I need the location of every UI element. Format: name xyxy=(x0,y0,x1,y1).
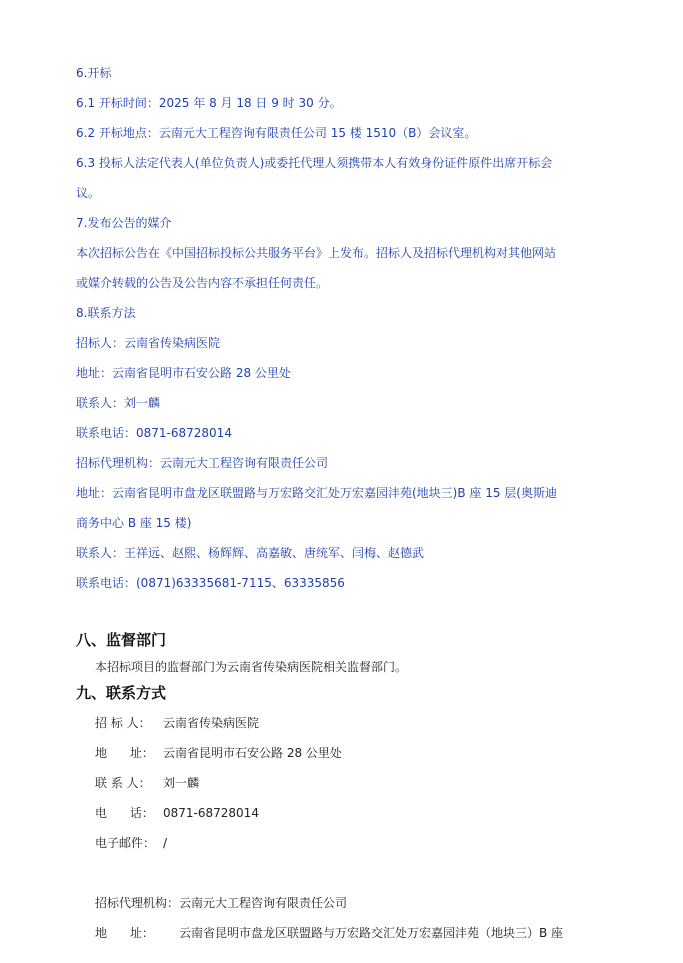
agency-address-line1: 地址：云南省昆明市盘龙区联盟路与万宏路交汇处万宏嘉园沣苑(地块三)B 座 15 层(奥斯迪 xyxy=(76,486,557,500)
contact-row-agency-address xyxy=(95,925,563,941)
agency-value: 云南元大工程咨询有限责任公司 xyxy=(179,896,348,910)
opening-time: 6.1 开标时间：2025 年 8 月 18 日 9 时 30 分。 xyxy=(76,96,342,110)
email-value: / xyxy=(163,836,168,850)
email-label: 电子邮件： xyxy=(95,836,156,850)
agency-address-label: 地 址： xyxy=(95,926,154,940)
address-value: 云南省昆明市石安公路 28 公里处 xyxy=(163,746,342,760)
tenderer-contact: 联系人：刘一麟 xyxy=(76,396,161,410)
section-8-title: 8.联系方法 xyxy=(76,306,136,320)
address-label: 地 址： xyxy=(95,746,154,760)
section-6-title: 6.开标 xyxy=(76,66,112,80)
tenderer-phone: 联系电话：0871-68728014 xyxy=(76,426,232,440)
tenderer-address: 地址：云南省昆明市石安公路 28 公里处 xyxy=(76,366,291,380)
opening-attendance-line2: 议。 xyxy=(76,186,101,200)
contact-row-email xyxy=(95,835,167,851)
contact-heading: 九、联系方式 xyxy=(76,684,167,702)
media-line1: 本次招标公告在《中国招标投标公共服务平台》上发布。招标人及招标代理机构对其他网站 xyxy=(76,246,557,260)
agency: 招标代理机构：云南元大工程咨询有限责任公司 xyxy=(76,456,329,470)
contact-row-phone xyxy=(95,805,259,821)
contact-label: 联 系 人： xyxy=(95,776,151,790)
tenderer: 招标人：云南省传染病医院 xyxy=(76,336,221,350)
agency-address-value: 云南省昆明市盘龙区联盟路与万宏路交汇处万宏嘉园沣苑（地块三）B 座 xyxy=(179,926,564,940)
supervision-body: 本招标项目的监督部门为云南省传染病医院相关监督部门。 xyxy=(95,660,408,674)
opening-location: 6.2 开标地点：云南元大工程咨询有限责任公司 15 楼 1510（B）会议室。 xyxy=(76,126,477,140)
media-line2: 或媒介转载的公告及公告内容不承担任何责任。 xyxy=(76,276,329,290)
contact-row-agency xyxy=(95,895,347,911)
section-7-title: 7.发布公告的媒介 xyxy=(76,216,172,230)
supervision-heading: 八、监督部门 xyxy=(76,631,167,649)
agency-label: 招标代理机构： xyxy=(95,896,180,910)
phone-label: 电 话： xyxy=(95,806,154,820)
phone-value: 0871-68728014 xyxy=(163,806,259,820)
agency-phone: 联系电话：(0871)63335681-7115、63335856 xyxy=(76,576,345,590)
agency-address-line2: 商务中心 B 座 15 楼) xyxy=(76,516,192,530)
tenderer-value: 云南省传染病医院 xyxy=(163,716,260,730)
tenderer-label: 招 标 人： xyxy=(95,716,151,730)
contact-row-person xyxy=(95,775,199,791)
opening-attendance-line1: 6.3 投标人法定代表人(单位负责人)或委托代理人须携带本人有效身份证件原件出席开标会 xyxy=(76,156,553,170)
agency-contacts: 联系人：王祥远、赵熙、杨辉辉、高嘉敏、唐统军、闫梅、赵德武 xyxy=(76,546,425,560)
contact-value: 刘一麟 xyxy=(163,776,200,790)
contact-row-tenderer xyxy=(95,715,259,731)
contact-row-address xyxy=(95,745,342,761)
